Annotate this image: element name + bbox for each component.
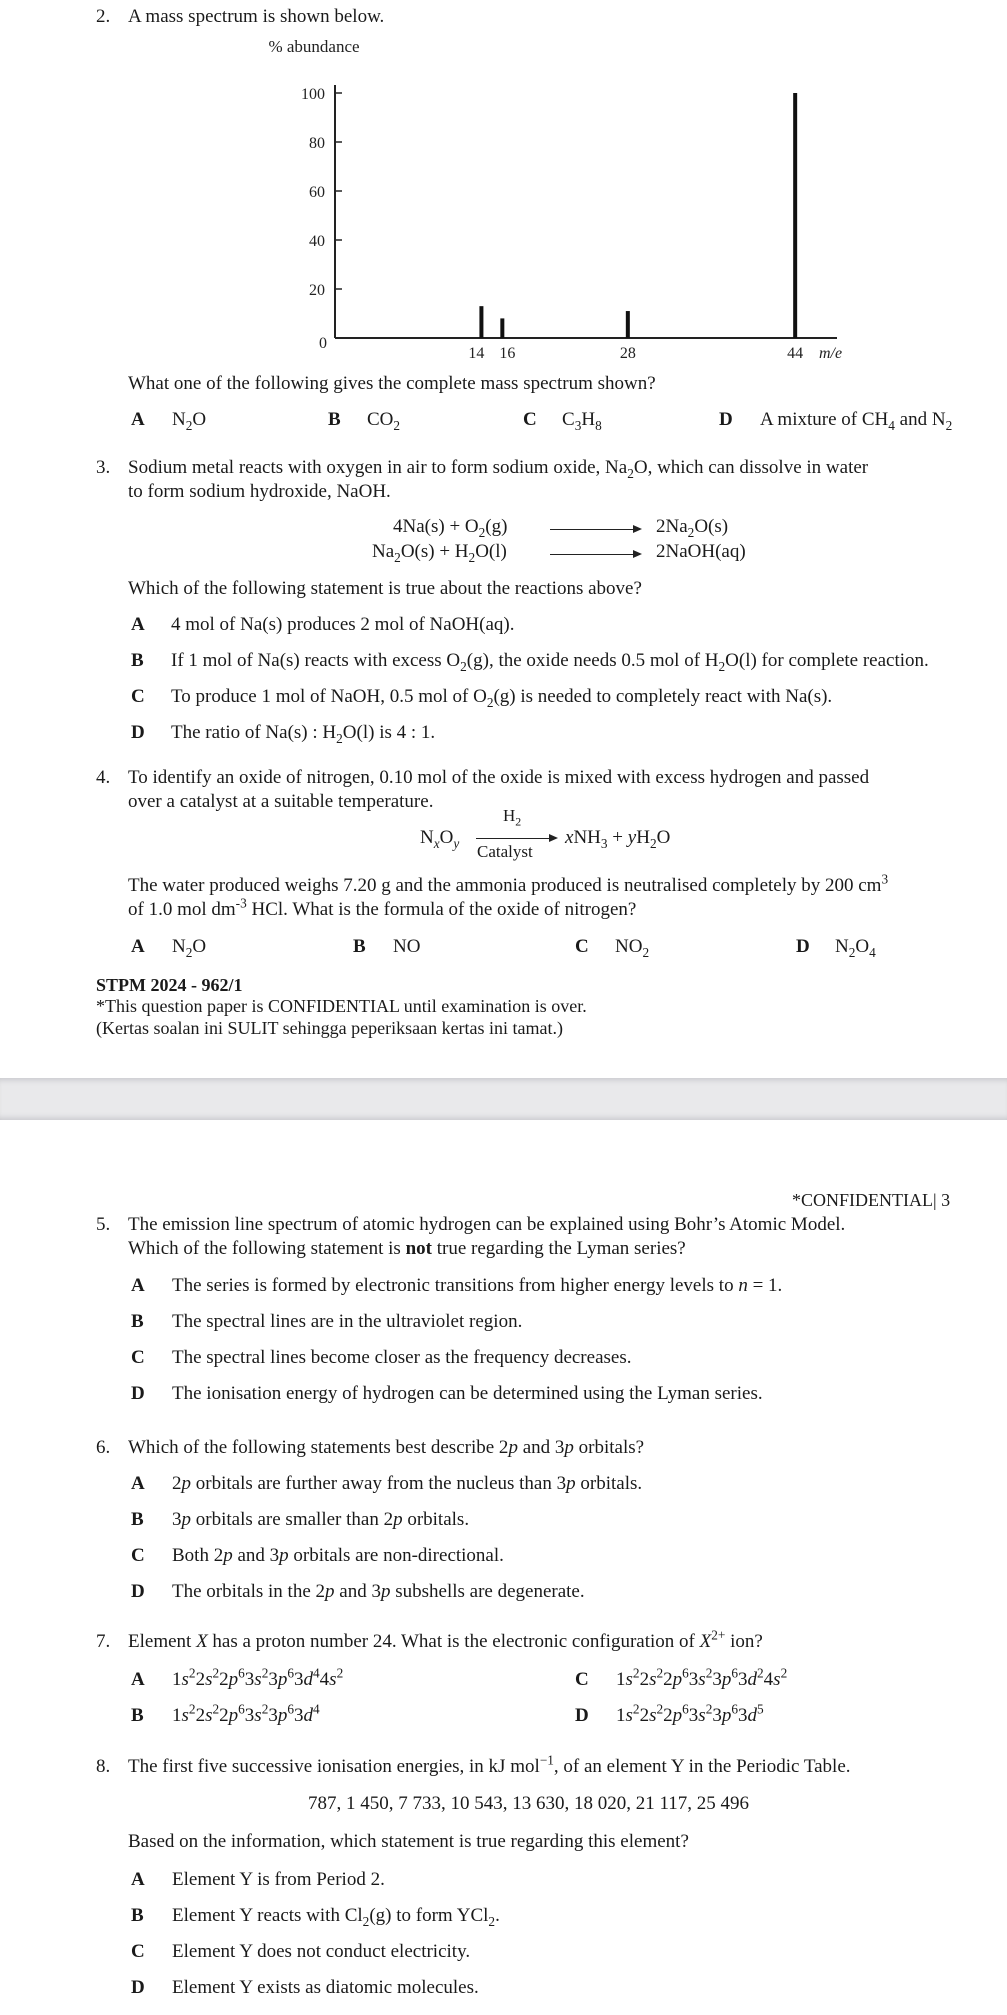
q8-option-b-text: Element Y reacts with $Cl_2(g)$ to form YCl$_2$. xyxy=(172,1905,500,1929)
q5-option-a-letter: A xyxy=(131,1275,145,1296)
x-axis-label: m/e xyxy=(819,345,843,360)
exam-page-2 xyxy=(0,1120,1007,2015)
q8-option-d-text: Element Y exists as diatomic molecules. xyxy=(172,1977,479,1998)
peak-bar-44 xyxy=(793,93,797,338)
q4-option-a-letter: A xyxy=(131,936,145,957)
q7-option-c-text: $1s^22s^22p^63s^23p^63d^24s^2$ xyxy=(616,1665,788,1690)
q6-option-a-letter: A xyxy=(131,1473,145,1494)
q6-option-d-letter: D xyxy=(131,1581,145,1602)
equation-1-arrow xyxy=(550,529,640,530)
equation-2-arrow xyxy=(550,554,640,555)
question-4-stem-line3: The water produced weighs 7.20 g and the ammonia produced is neutralised completely by 200 $cm^3$ xyxy=(128,871,889,896)
x-tick-label-16: 16 xyxy=(499,345,516,360)
x-tick-label-28: 28 xyxy=(619,345,636,360)
q4-arrow-catalyst: Catalyst xyxy=(477,842,533,861)
q3-option-c-text: To produce 1 mol of NaOH, 0.5 mol of $O_2(g)$ is needed to completely react with Na(s). xyxy=(171,686,833,710)
q3-option-c-letter: C xyxy=(131,686,145,707)
question-6-stem: Which of the following statements best describe 2p and 3p orbitals? xyxy=(128,1437,645,1458)
question-2-prompt: What one of the following gives the complete mass spectrum shown? xyxy=(128,373,656,394)
q5-option-c-text: The spectral lines become closer as the frequency decreases. xyxy=(172,1347,632,1368)
q7-option-a-text: $1s^22s^22p^63s^23p^63d^44s^2$ xyxy=(172,1665,344,1690)
q4-arrow-reagent: $H_2$ xyxy=(503,806,522,829)
q4-reactant: $N_xO_y$ xyxy=(420,827,460,851)
y-tick-label-60: 60 xyxy=(309,184,325,201)
q8-option-a-text: Element Y is from Period 2. xyxy=(172,1869,385,1890)
question-3-stem-line2: to form sodium hydroxide, NaOH. xyxy=(128,481,391,502)
q4-option-b-letter: B xyxy=(353,936,366,957)
y-tick-label-80: 80 xyxy=(309,135,325,152)
q2-option-d-letter: D xyxy=(719,409,733,430)
q6-option-c-text: Both 2p and 3p orbitals are non-directional. xyxy=(172,1545,504,1566)
q8-option-b-letter: B xyxy=(131,1905,144,1926)
q5-option-b-letter: B xyxy=(131,1311,144,1332)
q2-option-a-text: $N_2O$ xyxy=(172,409,207,433)
question-6-number: 6. xyxy=(96,1437,111,1458)
q4-option-d-letter: D xyxy=(796,936,810,957)
question-3-prompt: Which of the following statement is true about the reactions above? xyxy=(128,578,642,599)
q2-option-b-text: $CO_2$ xyxy=(367,409,401,433)
y-tick-label-100: 100 xyxy=(301,86,325,103)
q7-option-c-letter: C xyxy=(575,1669,589,1690)
q4-option-c-text: $NO_2$ xyxy=(615,936,650,960)
q4-products: $xNH_3 + yH_2O$ xyxy=(565,827,671,851)
q3-option-a-letter: A xyxy=(131,614,145,635)
question-4-number: 4. xyxy=(96,767,111,788)
equation-2-reactants: $Na_2O(s) + H_2O(l)$ xyxy=(372,541,507,565)
peak-bar-16 xyxy=(500,318,504,338)
question-2-number: 2. xyxy=(96,6,111,27)
q3-option-d-text: The ratio of Na(s) : $H_2O(l)$ is 4 : 1. xyxy=(171,722,436,746)
q6-option-b-text: 3p orbitals are smaller than 2p orbitals. xyxy=(172,1509,470,1530)
q5-option-d-letter: D xyxy=(131,1383,145,1404)
question-2-stem: A mass spectrum is shown below. xyxy=(128,6,385,27)
question-8-prompt: Based on the information, which statement is true regarding this element? xyxy=(128,1831,689,1852)
question-4-stem-line2: over a catalyst at a suitable temperature. xyxy=(128,791,434,812)
q5-option-d-text: The ionisation energy of hydrogen can be determined using the Lyman series. xyxy=(172,1383,763,1404)
q7-option-a-letter: A xyxy=(131,1669,145,1690)
q2-option-c-letter: C xyxy=(523,409,537,430)
q4-option-c-letter: C xyxy=(575,936,589,957)
y-tick-label-40: 40 xyxy=(309,233,325,250)
equation-1-products: $2Na_2O(s)$ xyxy=(656,516,729,540)
q3-option-b-text: If 1 mol of Na(s) reacts with excess $O_2(g)$, the oxide needs 0.5 mol of $H_2O(l)$ for complete reaction. xyxy=(171,650,929,674)
question-3-number: 3. xyxy=(96,457,111,478)
q3-option-d-letter: D xyxy=(131,722,145,743)
q2-option-c-text: $C_3H_8$ xyxy=(562,409,602,433)
q8-option-d-letter: D xyxy=(131,1977,145,1998)
ionisation-energy-values: 787, 1 450, 7 733, 10 543, 13 630, 18 020, 21 117, 25 496 xyxy=(308,1793,750,1814)
question-4-stem-line1: To identify an oxide of nitrogen, 0.10 mol of the oxide is mixed with excess hydrogen and passed xyxy=(128,767,870,788)
q3-option-b-letter: B xyxy=(131,650,144,671)
y-axis-label: % abundance xyxy=(268,37,360,56)
y-tick-label-20: 20 xyxy=(309,282,325,299)
q8-option-c-text: Element Y does not conduct electricity. xyxy=(172,1941,471,1962)
q6-option-d-text: The orbitals in the 2p and 3p subshells are degenerate. xyxy=(172,1581,585,1602)
q7-option-b-letter: B xyxy=(131,1705,144,1726)
q2-option-a-letter: A xyxy=(131,409,145,430)
equation-2-products: 2NaOH(aq) xyxy=(656,541,746,562)
question-5-stem-line1: The emission line spectrum of atomic hydrogen can be explained using Bohr’s Atomic Model. xyxy=(128,1214,846,1235)
q6-option-b-letter: B xyxy=(131,1509,144,1530)
y-tick-label-0: 0 xyxy=(319,335,327,352)
q4-option-a-text: $N_2O$ xyxy=(172,936,207,960)
equation-1-reactants: $4Na(s) + O_2(g)$ xyxy=(393,516,508,540)
question-5-number: 5. xyxy=(96,1214,111,1235)
q6-option-a-text: 2p orbitals are further away from the nucleus than 3p orbitals. xyxy=(172,1473,643,1494)
page-separator xyxy=(0,1078,1007,1120)
page-header-confidential: *CONFIDENTIAL| 3 xyxy=(792,1190,951,1210)
q4-option-b-text: NO xyxy=(393,936,421,957)
peak-bar-14 xyxy=(479,306,483,338)
q6-option-c-letter: C xyxy=(131,1545,145,1566)
question-3-stem: Sodium metal reacts with oxygen in air to form sodium oxide, $Na_2O$, which can dissolve in water xyxy=(128,457,869,481)
q4-option-d-text: $N_2O_4$ xyxy=(835,936,876,960)
q5-option-a-text: The series is formed by electronic transitions from higher energy levels to n = 1. xyxy=(172,1275,783,1296)
question-7-number: 7. xyxy=(96,1631,111,1652)
x-tick-label-44: 44 xyxy=(787,345,804,360)
peak-bar-28 xyxy=(626,311,630,338)
mass-spectrum-chart xyxy=(0,30,1007,360)
question-8-number: 8. xyxy=(96,1756,111,1777)
q8-option-a-letter: A xyxy=(131,1869,145,1890)
q5-option-b-text: The spectral lines are in the ultraviolet region. xyxy=(172,1311,523,1332)
confidential-note: *This question paper is CONFIDENTIAL until examination is over. xyxy=(96,996,587,1016)
question-5-stem-line2: Which of the following statement is not true regarding the Lyman series? xyxy=(128,1238,686,1259)
q5-option-c-letter: C xyxy=(131,1347,145,1368)
q7-option-b-text: $1s^22s^22p^63s^23p^63d^4$ xyxy=(172,1701,320,1726)
q7-option-d-text: $1s^22s^22p^63s^23p^63d^5$ xyxy=(616,1701,764,1726)
question-8-stem: The first five successive ionisation energies, in kJ mol$^{-1}$, of an element Y in the Periodic Table. xyxy=(128,1752,851,1777)
q7-option-d-letter: D xyxy=(575,1705,589,1726)
q4-reaction-arrow xyxy=(476,838,556,839)
q2-option-d-text: A mixture of $CH_4$ and $N_2$ xyxy=(760,409,953,433)
question-7-stem: Element X has a proton number 24. What is the electronic configuration of $X^{2+}$ ion? xyxy=(128,1627,763,1652)
q3-option-a-text: 4 mol of Na(s) produces 2 mol of NaOH(aq). xyxy=(171,614,515,635)
x-tick-label-14: 14 xyxy=(468,345,485,360)
q8-option-c-letter: C xyxy=(131,1941,145,1962)
q2-option-b-letter: B xyxy=(328,409,341,430)
confidential-note-malay: (Kertas soalan ini SULIT sehingga peperiksaan kertas ini tamat.) xyxy=(96,1018,564,1038)
paper-code: STPM 2024 - 962/1 xyxy=(96,975,243,995)
question-4-stem-line4: of 1.0 mol $dm^{-3}$ HCl. What is the formula of the oxide of nitrogen? xyxy=(128,895,637,920)
